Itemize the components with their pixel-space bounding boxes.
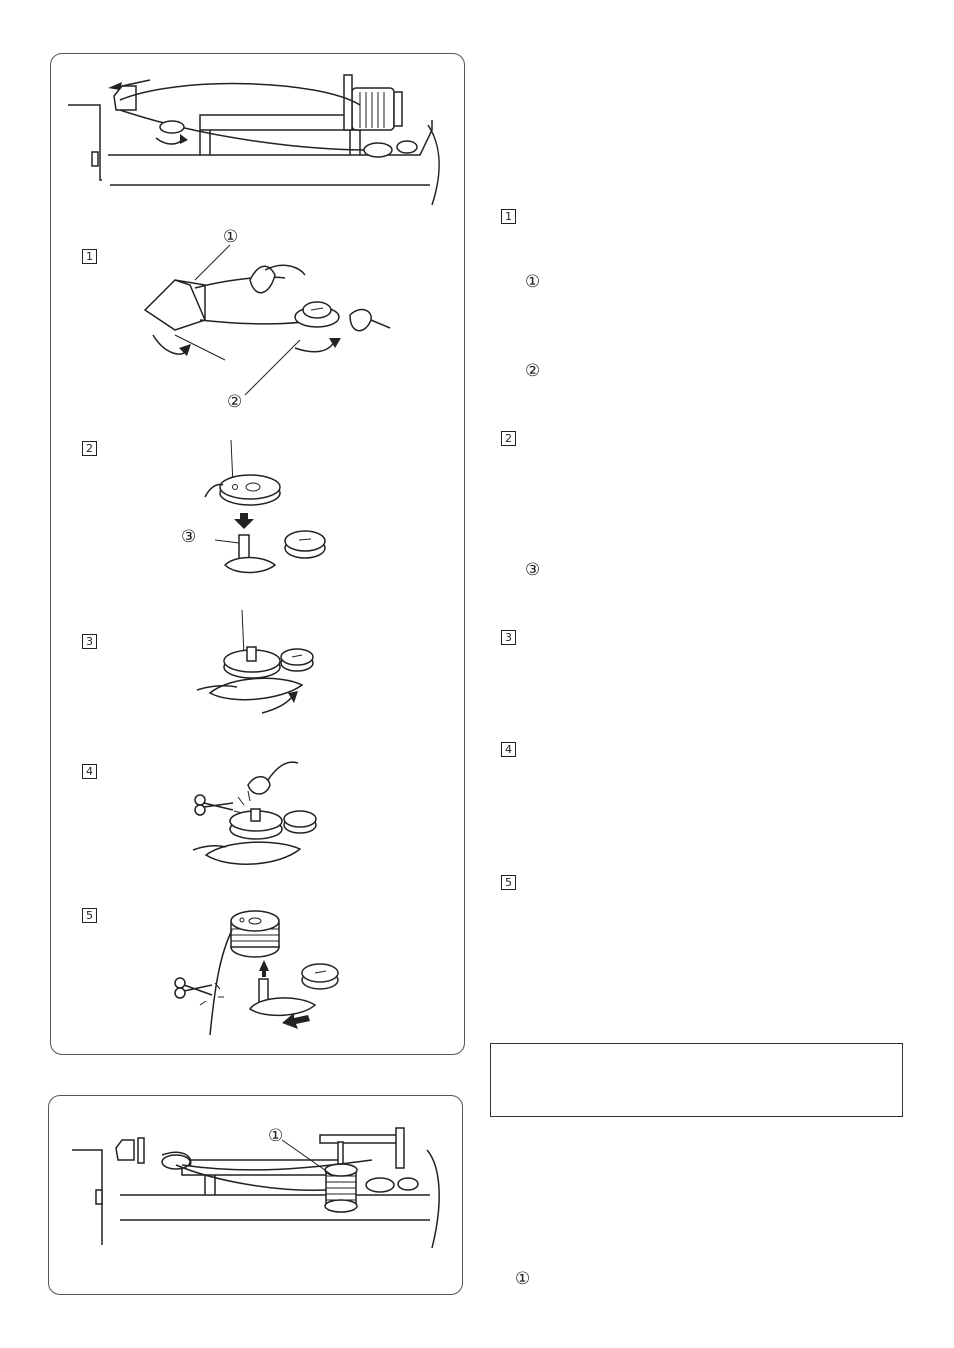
figure-step-3: 3 [82, 634, 97, 649]
remove-bobbin-illustration [170, 905, 350, 1040]
text-step-1: 1 [501, 209, 516, 224]
text-callout-3: ③ [525, 560, 541, 580]
figure-callout-2: ② [227, 392, 243, 412]
figure-step-5: 5 [82, 908, 97, 923]
text-step-2: 2 [501, 431, 516, 446]
trim-thread-end-illustration [188, 755, 338, 880]
note-box [490, 1043, 903, 1117]
text-step-4: 4 [501, 742, 516, 757]
text-callout-bottom-1: ① [515, 1269, 531, 1289]
figure-step-4: 4 [82, 764, 97, 779]
text-callout-1: ① [525, 272, 541, 292]
figure-step-2: 2 [82, 441, 97, 456]
text-step-3: 3 [501, 630, 516, 645]
bobbin-winder-push-illustration [192, 605, 342, 720]
machine-top-winding-illustration [72, 1120, 457, 1250]
figure-callout-3: ③ [181, 527, 197, 547]
machine-top-thread-path-illustration [60, 70, 460, 210]
bobbin-on-spindle-illustration [195, 435, 345, 580]
figure-callout-1: ① [223, 227, 239, 247]
text-step-5: 5 [501, 875, 516, 890]
text-callout-2: ② [525, 361, 541, 381]
bottom-figure-callout-1: ① [268, 1126, 284, 1146]
figure-step-1: 1 [82, 249, 97, 264]
thread-guide-tension-disc-illustration [135, 240, 395, 400]
